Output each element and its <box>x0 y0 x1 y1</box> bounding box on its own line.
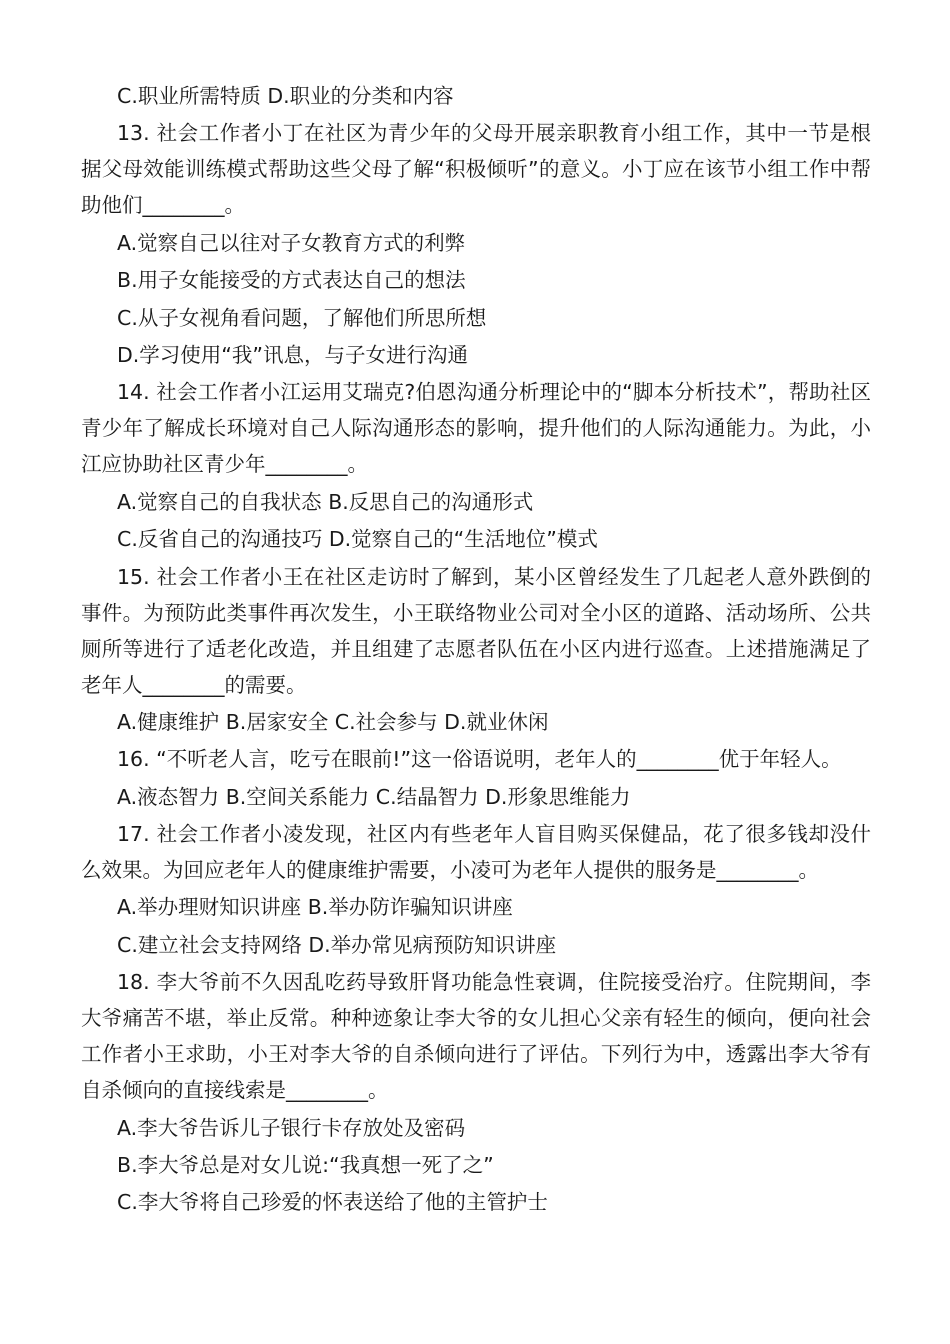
question-13: 13. 社会工作者小丁在社区为青少年的父母开展亲职教育小组工作，其中一节是根据父母效能训练模式帮助这些父母了解“积极倾听”的意义。小丁应在该节小组工作中帮助他们________。 <box>81 121 871 218</box>
option-line: A.李大爷告诉儿子银行卡存放处及密码 <box>117 1115 466 1140</box>
question-15: 15. 社会工作者小王在社区走访时了解到，某小区曾经发生了几起老人意外跌倒的事件。为预防此类事件再次发生，小王联络物业公司对全小区的道路、活动场所、公共厕所等进行了适老化改造，并且组建了志愿者队伍在小区内进行巡查。上述措施满足了老年人________的需要。 <box>81 564 871 697</box>
question-16: 16. “不听老人言，吃亏在眼前!”这一俗语说明，老年人的________优于年轻人。 <box>117 747 842 772</box>
option-line: A.举办理财知识讲座 B.举办防诈骗知识讲座 <box>117 895 513 920</box>
option-line: A.液态智力 B.空间关系能力 C.结晶智力 D.形象思维能力 <box>117 784 631 809</box>
option-line: C.建立社会支持网络 D.举办常见病预防知识讲座 <box>117 932 557 957</box>
option-line: B.用子女能接受的方式表达自己的想法 <box>117 268 466 293</box>
option-line: A.觉察自己的自我状态 B.反思自己的沟通形式 <box>117 489 534 514</box>
question-14: 14. 社会工作者小江运用艾瑞克?伯恩沟通分析理论中的“脚本分析技术”，帮助社区青少年了解成长环境对自己人际沟通形态的影响，提升他们的人际沟通能力。为此，小江应协助社区青少年________。 <box>81 380 871 477</box>
option-line: C.反省自己的沟通技巧 D.觉察自己的“生活地位”模式 <box>117 527 598 552</box>
question-17: 17. 社会工作者小凌发现，社区内有些老年人盲目购买保健品，花了很多钱却没什么效果。为回应老年人的健康维护需要，小凌可为老年人提供的服务是________。 <box>81 822 871 883</box>
option-line: D.学习使用“我”讯息，与子女进行沟通 <box>117 342 469 367</box>
option-line: A.觉察自己以往对子女教育方式的利弊 <box>117 230 466 255</box>
document-page <box>81 78 871 1222</box>
option-line: B.李大爷总是对女儿说:“我真想一死了之” <box>117 1153 494 1178</box>
option-line: C.李大爷将自己珍爱的怀表送给了他的主管护士 <box>117 1190 548 1215</box>
option-line: A.健康维护 B.居家安全 C.社会参与 D.就业休闲 <box>117 709 549 734</box>
option-line: C.职业所需特质 D.职业的分类和内容 <box>117 84 454 108</box>
question-18: 18. 李大爷前不久因乱吃药导致肝肾功能急性衰调，住院接受治疗。住院期间，李大爷痛苦不堪，举止反常。种种迹象让李大爷的女儿担心父亲有轻生的倾向，便向社会工作者小王求助，小王对李大爷的自杀倾向进行了评估。下列行为中，透露出李大爷有自杀倾向的直接线索是________。 <box>81 970 871 1103</box>
option-line: C.从子女视角看问题，了解他们所思所想 <box>117 305 487 330</box>
